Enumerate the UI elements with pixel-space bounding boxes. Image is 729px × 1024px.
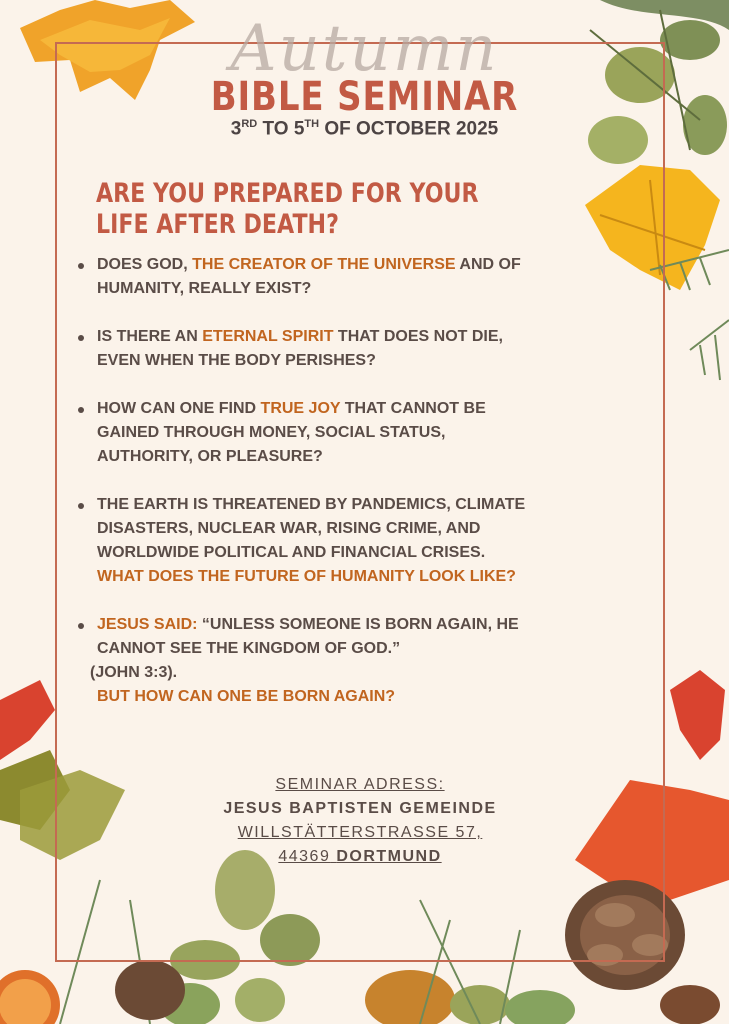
main-title: BIBLE SEMINAR — [210, 74, 519, 120]
bible-reference: (JOHN 3:3). — [90, 664, 178, 681]
address-label: SEMINAR ADRESS: — [275, 776, 445, 793]
headline-question — [96, 178, 479, 240]
zip-city — [210, 845, 510, 869]
church-name: JESUS BAPTISTEN GEMEINDE — [223, 800, 497, 817]
seminar-address — [210, 773, 510, 869]
question-list — [76, 253, 546, 709]
date-range-to: TO 5 — [257, 118, 305, 140]
city-name: DORTMUND — [336, 848, 442, 865]
list-item: THE EARTH IS THREATENED BY PANDEMICS, CLIMATE DISASTERS, NUCLEAR WAR, RISING CRIME, AND WORLDWIDE POLITICAL AND FINANCIAL CRISES. WHAT DOES THE FUTURE OF HUMANITY LOOK LIKE? — [76, 493, 527, 589]
list-item: IS THERE AN ETERNAL SPIRIT THAT DOES NOT DIE, EVEN WHEN THE BODY PERISHES? — [76, 325, 517, 373]
street-address: WILLSTÄTTERSTRASSE 57, — [237, 824, 483, 841]
date-start-day: 3 — [230, 118, 242, 140]
event-dates — [0, 118, 729, 140]
list-item: DOES GOD, THE CREATOR OF THE UNIVERSE AND OF HUMANITY, REALLY EXIST? — [76, 253, 537, 301]
date-start-suffix: RD — [241, 118, 258, 130]
date-end-suffix: TH — [304, 118, 320, 130]
zip-code: 44369 — [278, 848, 331, 865]
list-item: JESUS SAID: “UNLESS SOMEONE IS BORN AGAIN, HE CANNOT SEE THE KINGDOM OF GOD.” (JOHN 3:3). BUT HOW CAN ONE BE BORN AGAIN? — [76, 613, 537, 709]
orange-slice-icon — [0, 970, 60, 1024]
question-line-2: LIFE AFTER DEATH? — [96, 209, 339, 240]
question-line-1: ARE YOU PREPARED FOR YOUR — [96, 178, 479, 209]
list-item: HOW CAN ONE FIND TRUE JOY THAT CANNOT BE GAINED THROUGH MONEY, SOCIAL STATUS, AUTHORITY, OR PLEASURE? — [76, 397, 537, 469]
script-title: Autumn — [230, 12, 499, 86]
date-month-year: OF OCTOBER 2025 — [319, 118, 499, 140]
